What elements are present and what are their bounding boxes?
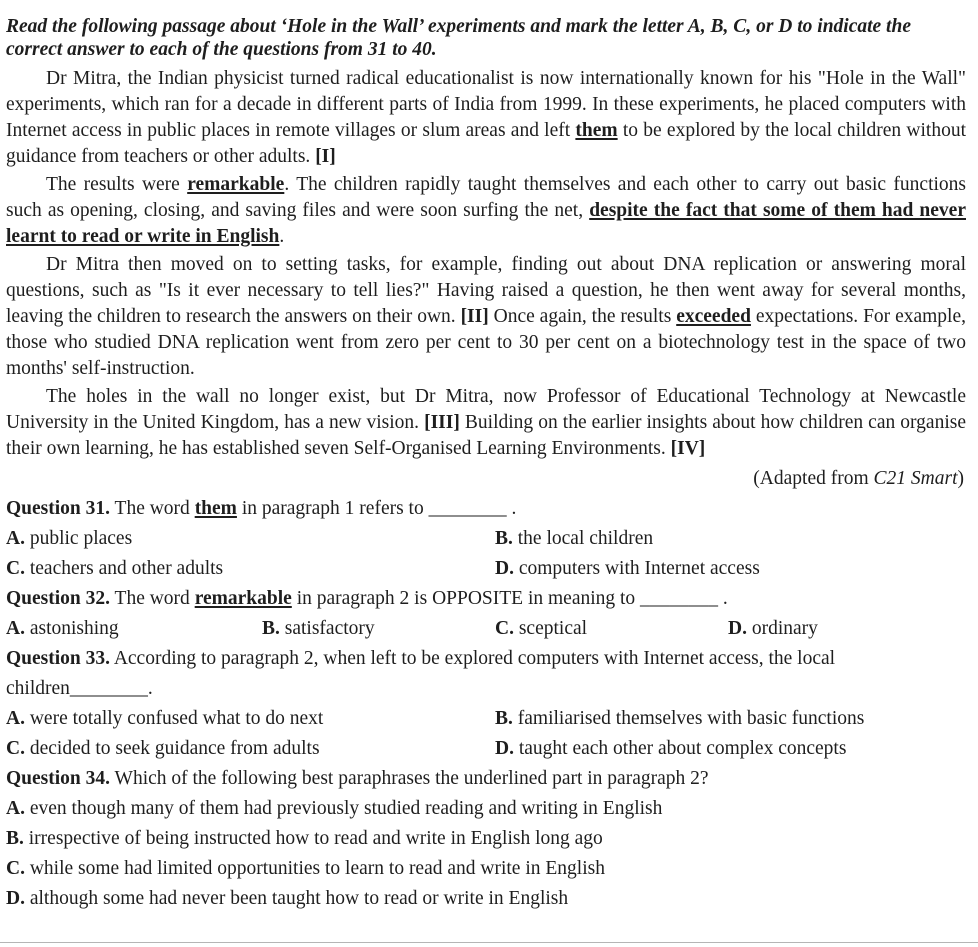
option-letter: B. [262, 618, 280, 639]
option-text: while some had limited opportunities to learn to read and write in English [29, 858, 605, 879]
question-32 [6, 584, 966, 644]
option-31-a [6, 524, 495, 554]
question-keyword: them [194, 498, 237, 519]
question-text: The word [110, 588, 195, 609]
paragraph-text: . [279, 226, 285, 247]
option-letter: A. [6, 528, 25, 549]
option-34-c [6, 854, 966, 884]
option-letter: D. [495, 738, 514, 759]
question-label: Question 31. [6, 498, 111, 519]
source-suffix: ) [957, 468, 964, 489]
paragraph-text: . The children rapidly taught themselves and each other to carry out basic functions such as opening, closing, and saving files and were soon surfing the net, [6, 174, 966, 221]
paragraph-text: The results were [46, 174, 188, 195]
option-text: decided to seek guidance from adults [29, 738, 320, 759]
paragraph-text: The holes in the wall no longer exist, but Dr Mitra, now Professor of Educational Technology at Newcastle University in the United Kingdom, has a new vision. [6, 386, 966, 433]
option-32-d [728, 614, 966, 644]
option-32-c [495, 614, 728, 644]
option-letter: A. [6, 708, 25, 729]
position-marker-ii: [II] [460, 306, 489, 327]
source-prefix: (Adapted from [753, 468, 874, 489]
paragraph-text: to be explored by the local children without guidance from teachers or other adults. [6, 120, 966, 167]
underlined-word-them: them [575, 120, 618, 141]
underlined-word-remarkable: remarkable [187, 174, 285, 195]
passage-paragraph-4 [6, 384, 966, 462]
option-text: although some had never been taught how to read or write in English [29, 888, 569, 909]
option-text: sceptical [518, 618, 588, 639]
question-34 [6, 764, 966, 914]
question-text: Which of the following best paraphrases the underlined part in paragraph 2? [110, 768, 709, 789]
option-34-b [6, 824, 966, 854]
option-letter: A. [6, 618, 25, 639]
question-label: Question 34. [6, 768, 111, 789]
paragraph-text: Once again, the results [488, 306, 677, 327]
question-32-options [6, 614, 966, 644]
question-text: in paragraph 1 refers to ________ . [236, 498, 517, 519]
document-page [6, 15, 966, 914]
position-marker-iv: [IV] [670, 438, 706, 459]
option-letter: C. [6, 558, 25, 579]
passage-paragraph-1 [6, 66, 966, 170]
question-text: The word [110, 498, 195, 519]
source-title: C21 Smart [873, 468, 958, 489]
option-text: astonishing [29, 618, 119, 639]
option-text: the local children [517, 528, 654, 549]
option-32-a [6, 614, 262, 644]
option-letter: C. [6, 858, 25, 879]
paragraph-text: expectations. For example, those who studied DNA replication went from zero per cent to 30 per cent on a biotechnology test in the space of two months' self-instruction. [6, 306, 966, 379]
option-34-d [6, 884, 966, 914]
question-33-stem [6, 644, 966, 704]
paragraph-text: Building on the earlier insights about how children can organise their own learning, he has established seven Self-Organised Learning Environments. [6, 412, 966, 459]
option-text: irrespective of being instructed how to read and write in English long ago [28, 828, 603, 849]
option-text: ordinary [751, 618, 818, 639]
question-34-stem [6, 764, 966, 794]
option-text: were totally confused what to do next [29, 708, 324, 729]
underlined-phrase: despite the fact that some of them had never learnt to read or write in English [6, 200, 966, 247]
paragraph-text: Dr Mitra then moved on to setting tasks, for example, finding out about DNA replication or answering moral questions, such as "Is it ever necessary to tell lies?" Having raised a question, he then went away for several months, leaving the children to research the answers on their own. [6, 254, 966, 327]
question-33 [6, 644, 966, 764]
option-letter: A. [6, 798, 25, 819]
option-31-d [495, 554, 966, 584]
option-33-b [495, 704, 966, 734]
option-letter: B. [6, 828, 24, 849]
question-31-stem [6, 494, 966, 524]
question-34-options [6, 794, 966, 914]
question-label: Question 33. [6, 648, 111, 669]
option-letter: D. [495, 558, 514, 579]
position-marker-i: [I] [315, 146, 336, 167]
paragraph-text: Dr Mitra, the Indian physicist turned radical educationalist is now internationally known for his "Hole in the Wall" experiments, which ran for a decade in different parts of India from 1999. In these experiments, he placed computers with Internet access in public places in remote villages or slum areas and left [6, 68, 966, 141]
underlined-word-exceeded: exceeded [676, 306, 751, 327]
option-text: public places [29, 528, 133, 549]
option-text: even though many of them had previously studied reading and writing in English [29, 798, 663, 819]
option-text: satisfactory [284, 618, 375, 639]
option-33-c [6, 734, 495, 764]
passage-paragraph-2 [6, 172, 966, 250]
question-label: Question 32. [6, 588, 111, 609]
question-text: in paragraph 2 is OPPOSITE in meaning to ________ . [291, 588, 728, 609]
question-32-stem [6, 584, 966, 614]
position-marker-iii: [III] [424, 412, 460, 433]
question-33-options [6, 704, 966, 764]
instructions-heading: Read the following passage about ‘Hole in the Wall’ experiments and mark the letter A, B, C, or D to indicate the correct answer to each of the questions from 31 to 40. [6, 16, 911, 60]
option-letter: C. [6, 738, 25, 759]
passage-paragraph-3 [6, 252, 966, 382]
option-letter: C. [495, 618, 514, 639]
option-letter: D. [6, 888, 25, 909]
reading-passage [6, 66, 966, 462]
option-text: taught each other about complex concepts [518, 738, 847, 759]
option-letter: B. [495, 708, 513, 729]
option-31-b [495, 524, 966, 554]
option-letter: B. [495, 528, 513, 549]
option-text: computers with Internet access [518, 558, 760, 579]
option-letter: D. [728, 618, 747, 639]
question-31-options [6, 524, 966, 584]
bottom-rule [0, 942, 978, 943]
source-citation [6, 464, 966, 494]
option-32-b [262, 614, 495, 644]
option-33-a [6, 704, 495, 734]
option-text: teachers and other adults [29, 558, 224, 579]
question-keyword: remarkable [194, 588, 292, 609]
question-31 [6, 494, 966, 584]
option-31-c [6, 554, 495, 584]
option-text: familiarised themselves with basic functions [517, 708, 865, 729]
option-33-d [495, 734, 966, 764]
question-text: According to paragraph 2, when left to be explored computers with Internet access, the local children________. [6, 648, 836, 699]
option-34-a [6, 794, 966, 824]
